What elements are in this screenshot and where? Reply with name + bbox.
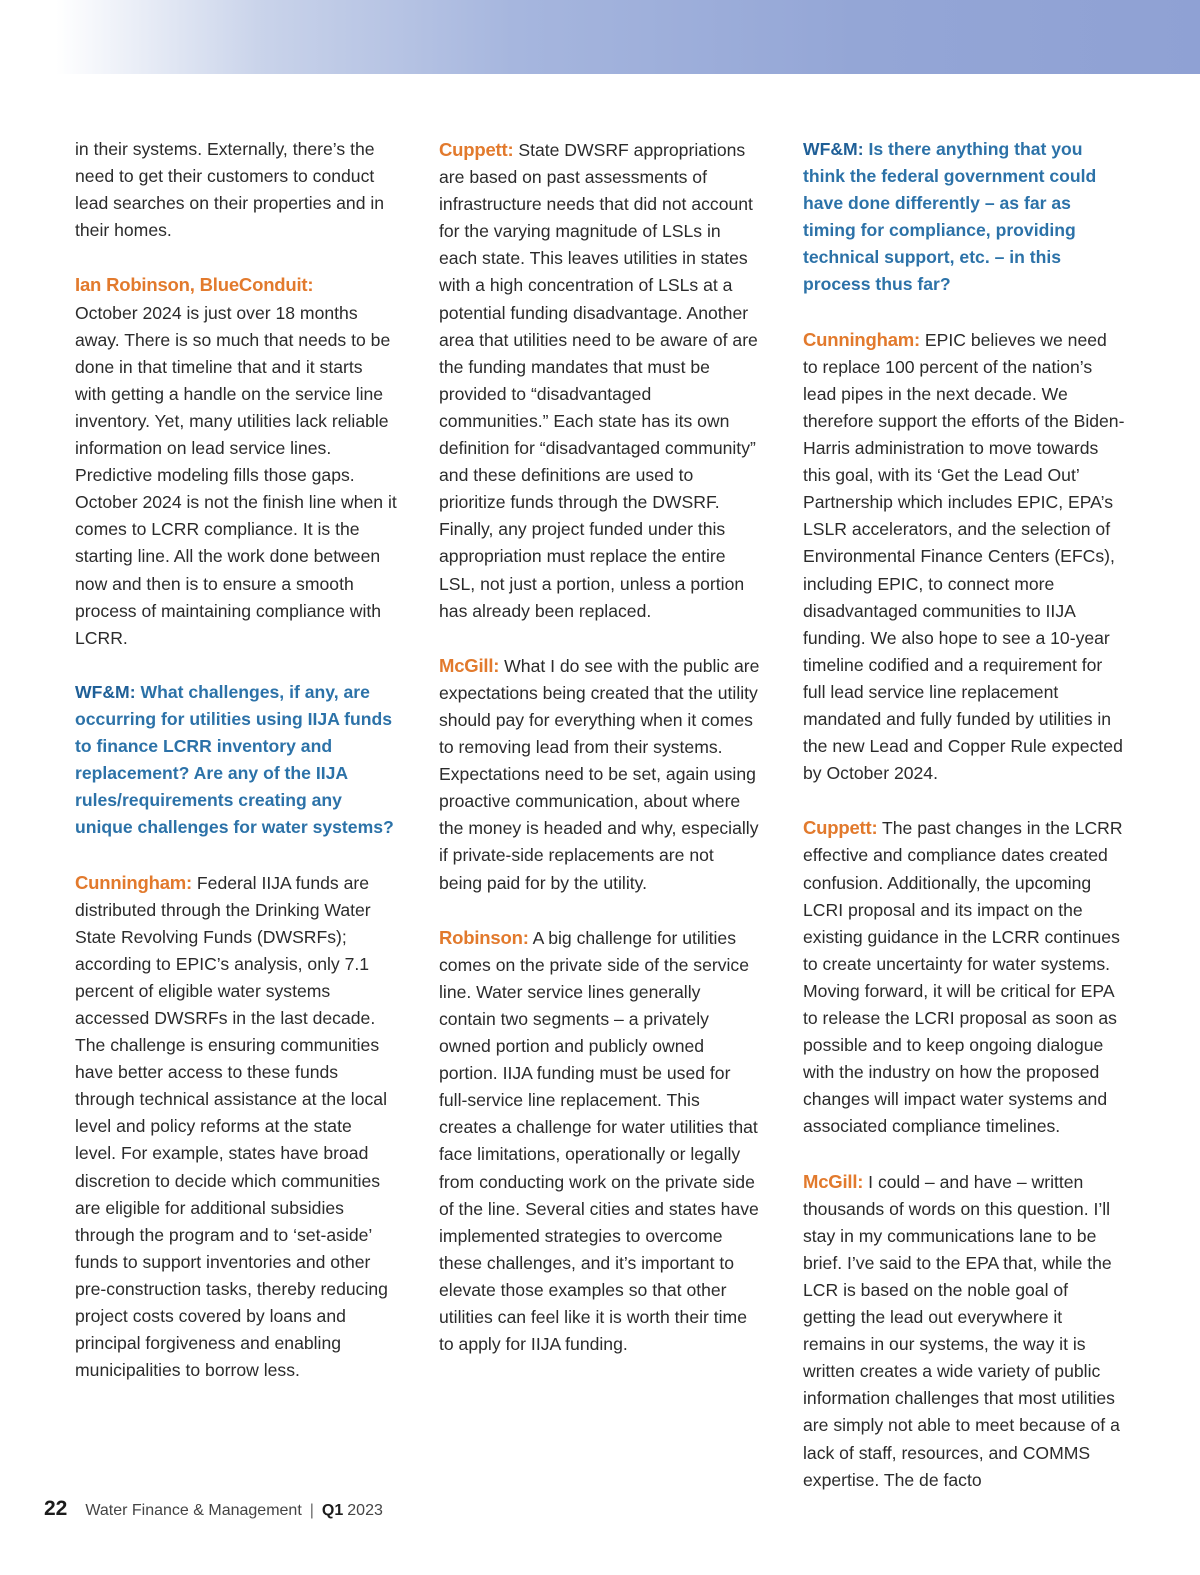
page-number: 22: [44, 1497, 68, 1520]
paragraph: [803, 326, 1125, 788]
paragraph: [439, 652, 761, 897]
question-label: WF&M:: [803, 139, 864, 159]
paragraph-text: in their systems. Externally, there’s the need to get their customers to conduct lead searches on their properties and in their homes.: [75, 139, 385, 241]
paragraph: [803, 814, 1125, 1140]
paragraph: [75, 869, 397, 1385]
issue-quarter: Q1: [321, 1502, 344, 1519]
paragraph: [439, 924, 761, 1359]
paragraph: [439, 136, 761, 625]
header-color-band: [56, 0, 1200, 74]
footer-separator: |: [309, 1502, 314, 1519]
speaker-label: Cuppett:: [803, 817, 878, 839]
question-text: What challenges, if any, are occurring for utilities using IIJA funds to finance LCRR inventory and replacement? Are any of the IIJA rules/requirements creating any unique challenges for water systems?: [75, 681, 394, 838]
page-footer: [44, 1497, 383, 1527]
paragraph-text: October 2024 is just over 18 months away. There is so much that needs to be done in that timeline that and it starts with getting a handle on the service line inventory. Yet, many utilities lack reliable information on lead service lines. Predictive modeling fills those gaps. October 2024 is not the finish line when it comes to LCRR compliance. It is the starting line. All the work done between now and then is to ensure a smooth process of maintaining compliance with LCRR.: [75, 302, 397, 648]
paragraph-text: Federal IIJA funds are distributed through the Drinking Water State Revolving Funds (DWSRFs); according to EPIC’s analysis, only 7.1 percent of eligible water systems accessed DWSRFs in the last decade. The challenge is ensuring communities have better access to these funds through technical assistance at the local level and policy reforms at the state level. For example, states have broad discretion to decide which communities are eligible for additional subsidies through the program and to ‘set-aside’ funds to support inventories and other pre-construction tasks, thereby reducing project costs covered by loans and principal forgiveness and enabling municipalities to borrow less.: [75, 872, 388, 1381]
paragraph: [75, 271, 397, 651]
paragraph-text: EPIC believes we need to replace 100 percent of the nation’s lead pipes in the next decade. We therefore support the efforts of the Biden-Harris administration to move towards this goal, with its ‘Get the Lead Out’ Partnership which includes EPIC, EPA’s LSLR accelerators, and the selection of Environmental Finance Centers (EFCs), including EPIC, to connect more disadvantaged communities to IIJA funding. We also hope to see a 10-year timeline codified and a requirement for full lead service line replacement mandated and fully funded by utilities in the new Lead and Copper Rule expected by October 2024.: [803, 329, 1125, 784]
paragraph-text: What I do see with the public are expectations being created that the utility should pay for everything when it comes to removing lead from their systems. Expectations need to be set, again using proactive communication, about where the money is headed and why, especially if private-side replacements are not being paid for by the utility.: [439, 655, 760, 893]
article-column-2: [439, 136, 761, 1385]
paragraph-text: The past changes in the LCRR effective and compliance dates created confusion. Additionally, the upcoming LCRI proposal and its impact on the existing guidance in the LCRR continues to create uncertainty for water systems. Moving forward, it will be critical for EPA to release the LCRI proposal as soon as possible and to keep ongoing dialogue with the industry on how the proposed changes will impact water systems and associated compliance timelines.: [803, 818, 1123, 1137]
question-text: Is there anything that you think the federal government could have done differently – as far as timing for compliance, providing technical support, etc. – in this process thus far?: [803, 139, 1097, 295]
article-column-1: [75, 136, 397, 1411]
interview-question: [75, 679, 397, 842]
speaker-label: Cunningham:: [75, 871, 193, 893]
speaker-label: McGill:: [439, 654, 500, 676]
speaker-label: McGill:: [803, 1170, 864, 1192]
paragraph-text: I could – and have – written thousands of words on this question. I’ll stay in my communications lane to be brief. I’ve said to the EPA that, while the LCR is based on the noble goal of getting the lead out everywhere it remains in our systems, the way it is written creates a wide variety of public information challenges that most utilities are simply not able to meet because of a lack of staff, resources, and COMMS expertise. The de facto: [803, 1171, 1120, 1490]
paragraph: [75, 136, 397, 244]
article-column-3: [803, 136, 1125, 1521]
issue-year: 2023: [347, 1502, 383, 1519]
paragraph-text: A big challenge for utilities comes on the private side of the service line. Water service lines generally contain two segments – a privately owned portion and publicly owned portion. IIJA funding must be used for full-service line replacement. This creates a challenge for water utilities that face limitations, operationally or legally from conducting work on the private side of the line. Several cities and states have implemented strategies to overcome these challenges, and it’s important to elevate those examples so that other utilities can feel like it is worth their time to apply for IIJA funding.: [439, 927, 759, 1355]
speaker-label: Cuppett:: [439, 139, 514, 160]
speaker-label: Robinson:: [439, 926, 529, 948]
interview-question: [803, 136, 1125, 299]
paragraph-text: State DWSRF appropriations are based on past assessments of infrastructure needs that did not account for the varying magnitude of LSLs in each state. This leaves utilities in states with a high concentration of LSLs at a potential funding disadvantage. Another area that utilities need to be aware of are the funding mandates that must be provided to “disadvantaged communities.” Each state has its own definition for “disadvantaged community” and these definitions are used to prioritize funds through the DWSRF. Finally, any project funded under this appropriation must replace the entire LSL, not just a portion, unless a portion has already been replaced.: [439, 140, 758, 621]
paragraph: [803, 1168, 1125, 1494]
speaker-label: Ian Robinson, BlueConduit:: [75, 274, 314, 296]
publication-name: Water Finance & Management: [85, 1502, 302, 1519]
question-label: WF&M:: [75, 681, 136, 702]
speaker-label: Cunningham:: [803, 328, 921, 350]
